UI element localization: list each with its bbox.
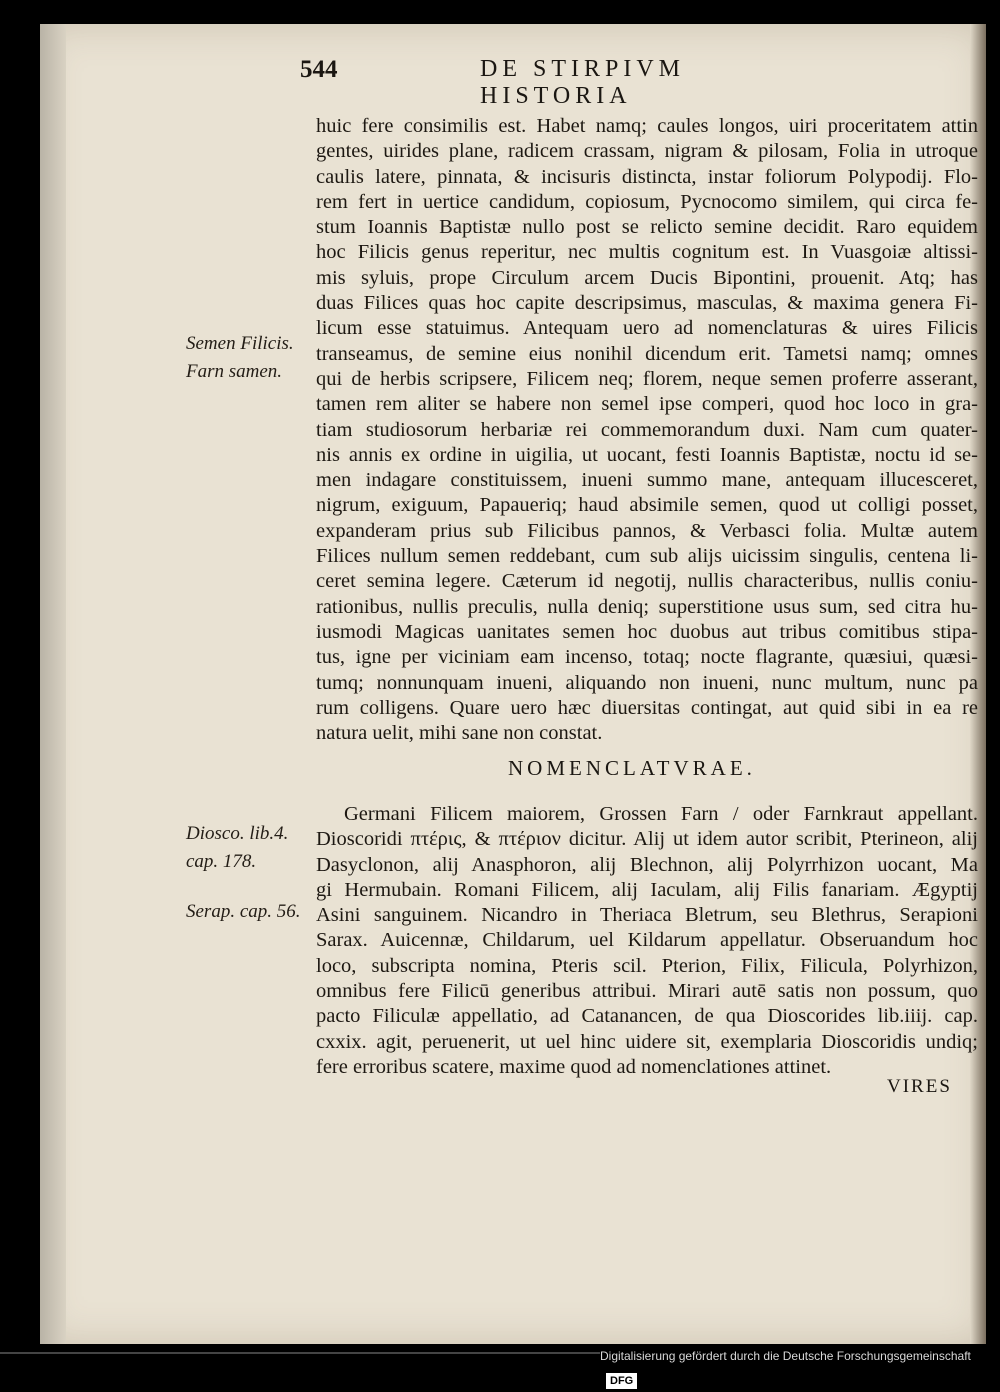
text-line: gentes, uirides plane, radicem crassam, nigram & pilosam, Folia in utroque: [316, 140, 978, 163]
running-head: DE STIRPIVM HISTORIA: [480, 56, 686, 109]
text-line: tus, igne per viciniam eam incenso, totaq; nocte flagrante, quæsiui, quæsi-: [316, 646, 978, 669]
text-line: omnibus fere Filicū generibus attribui. Mirari autē satis non possum, quo: [316, 980, 978, 1003]
body-paragraph-1: [316, 114, 978, 746]
text-line: stum Ioannis Baptistæ nullo post se relicto semine decidit. Raro equidem: [316, 216, 978, 239]
text-line: cxxix. agit, peruenerit, ut uel hinc uidere sit, exemplaria Dioscoridis undiq;: [316, 1030, 978, 1053]
text-line: rationibus, nullis preculis, nulla deniq; superstitione usus sum, sed citra hu-: [316, 595, 978, 618]
scan-ruler: [0, 1352, 600, 1354]
text-line: nis annis ex ordine in uigilia, ut uocant, festi Ioannis Baptistæ, noctu id se-: [316, 443, 978, 466]
margin-note-serapion: [186, 898, 301, 926]
text-line: rem fert in uertice candidum, copiosum, Pycnocomo similem, qui circa fe-: [316, 190, 978, 213]
margin-note-line: Farn samen.: [186, 361, 283, 382]
margin-note-dioscorides: [186, 820, 288, 876]
text-line: pacto Filiculæ appellatio, ad Catanancen, de qua Dioscorides lib.iiij. cap.: [316, 1005, 978, 1028]
text-line: ceret semina legere. Cæterum id negotij, nullis characteribus, nullis coniu-: [316, 570, 978, 593]
catchword: VIRES: [887, 1076, 952, 1097]
text-line: nigrum, exiguum, Papaueriq; haud absimile semen, quod ut colligi posset,: [316, 494, 978, 517]
text-line: loco, subscripta nomina, Pteris scil. Pterion, Filix, Filicula, Polyrhizon,: [316, 954, 978, 977]
text-line: huic fere consimilis est. Habet namq; caules longos, uiri proceritatem attin: [316, 115, 978, 137]
text-line: transeamus, de semine eius nonihil dicendum erit. Tametsi namq; omnes: [316, 342, 978, 365]
footer-credit: Digitalisierung gefördert durch die Deutsche Forschungsgemeinschaft: [600, 1349, 971, 1363]
text-line: Germani Filicem maiorem, Grossen Farn / oder Farnkraut appellant.: [344, 803, 978, 825]
margin-note-line: cap. 178.: [186, 851, 257, 872]
text-line: men indagare constituissem, inueni summo mane, antequam illucesceret,: [316, 469, 978, 492]
page-gutter-edge: [40, 24, 66, 1344]
text-line: natura uelit, mihi sane non constat.: [316, 722, 603, 745]
body-paragraph-2: [316, 802, 978, 1080]
margin-note-line: Serap. cap. 56.: [186, 901, 301, 922]
text-line: caulis latere, pinnata, & incisuris distincta, instar foliorum Polypodij. Flo-: [316, 165, 978, 188]
text-line: rum colligens. Quare uero hæc diuersitas contingat, aut quid sibi in ea re: [316, 696, 978, 719]
text-line: licum esse statuimus. Antequam uero ad nomenclaturas & uires Filicis: [316, 317, 978, 340]
text-line: Dioscoridi πτέρις, & πτέριον dicitur. Alij ut idem autor scribit, Pterineon, alij: [316, 828, 978, 851]
text-line: Asini sanguinem. Nicandro in Theriaca Bletrum, seu Blethrus, Serapioni: [316, 904, 978, 927]
text-line: duas Filices quas hoc capite descripsimus, masculas, & maxima genera Fi-: [316, 292, 978, 315]
text-line: tamen rem aliter se habere non semel ipse comperi, quod hoc loco in gra-: [316, 393, 978, 416]
text-line: expanderam prius sub Filicibus pannos, & Verbasci folia. Multæ autem: [316, 519, 978, 542]
text-line: Filices nullum semen reddebant, cum sub alijs uicissim singulis, centena li-: [316, 545, 978, 568]
text-line: Sarax. Auicennæ, Childarum, uel Kildarum appellatur. Obseruandum hoc: [316, 929, 978, 952]
margin-note-line: Diosco. lib.4.: [186, 823, 289, 844]
text-line: iusmodi Magicas uanitates semen hoc duobus aut tribus comitibus stipa-: [316, 620, 978, 643]
text-line: mis syluis, prope Circulum arcem Ducis Bipontini, prouenit. Atq; has: [316, 266, 978, 289]
text-line: tiam studiosorum herbariæ rei commemorandum duxi. Nam cum quater-: [316, 418, 978, 441]
text-line: qui de herbis scripsere, Filicem neq; florem, neque semen proferre asserant,: [316, 367, 978, 390]
section-heading: NOMENCLATVRAE.: [508, 756, 756, 780]
text-line: gi Hermubain. Romani Filicem, alij Iaculam, alij Filis fanariam. Ægyptij: [316, 878, 978, 901]
dfg-logo: DFG: [606, 1373, 637, 1389]
digitization-footer: [600, 1344, 1000, 1387]
text-line: Dasyclonon, alij Anasphoron, alij Blechnon, alij Polyrrhizon uocant, Ma: [316, 853, 978, 876]
margin-note-semen: [186, 330, 294, 386]
text-line: hoc Filicis genus reperitur, nec multis cognitum est. In Vuasgoiæ altissi-: [316, 241, 978, 264]
text-line: tumq; nonnunquam inueni, aliquando non inueni, nunc multum, nunc pa: [316, 671, 978, 694]
text-line: fere erroribus scatere, maxime quod ad nomenclationes attinet.: [316, 1055, 832, 1078]
page-number: 544: [300, 56, 338, 83]
margin-note-line: Semen Filicis.: [186, 333, 294, 354]
page-header: [300, 54, 840, 109]
